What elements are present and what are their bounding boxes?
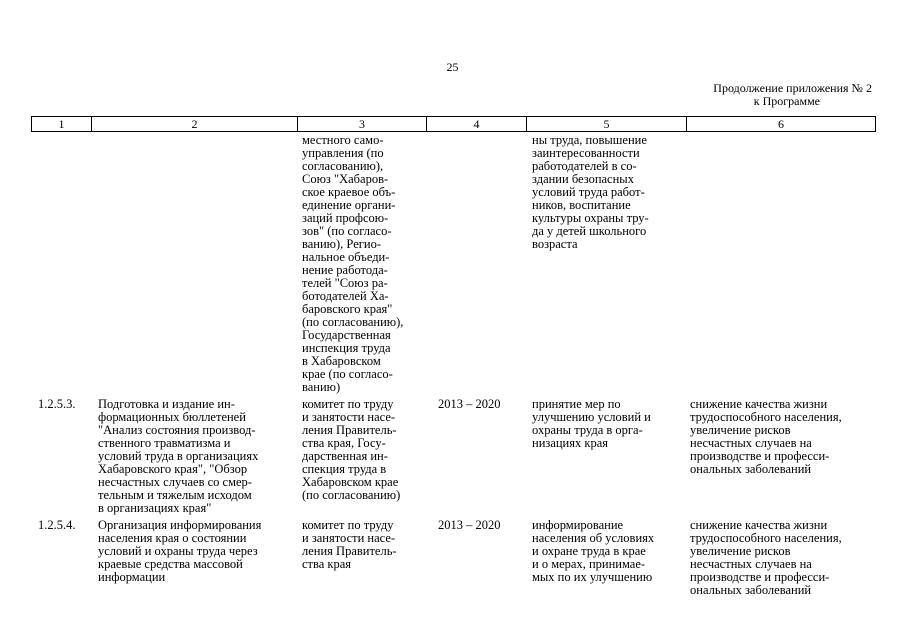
column-header-1: 1 <box>58 117 65 131</box>
row-number: 1.2.5.4. <box>38 518 76 532</box>
column-header-4: 4 <box>473 117 480 131</box>
column-header-6: 6 <box>778 117 784 131</box>
continuation-note <box>640 82 872 108</box>
row-consequences: снижение качества жизни трудоспособного населения, увеличение рисков несчастных случаев на производстве и професси- ональных заболеваний <box>690 518 842 597</box>
row-years: 2013 – 2020 <box>438 518 501 532</box>
column-header-2: 2 <box>191 117 198 131</box>
column-header-5: 5 <box>603 117 610 131</box>
row-expected-result: принятие мер по улучшению условий и охраны труда в орга- низациях края <box>532 397 651 450</box>
row-executors: комитет по труду и занятости насе- ления Правитель- ства края, Госу- дарственная ин- спекция труда в Хабаровском крае (по согласованию) <box>302 397 401 502</box>
continued-executors: местного само- управления (по согласованию), Союз "Хабаров- ское краевое объ- единение органи- заций профсою- зов" (по согласо- ванию), Регио- нальное объеди- нение работода- телей "Союз ра- ботодателей Ха- баровского края" (по согласованию), Государственная инспекция труда в Хабаровском крае (по согласо- ванию) <box>302 133 404 394</box>
row-years: 2013 – 2020 <box>438 397 501 411</box>
table-header-row <box>31 116 876 132</box>
row-executors: комитет по труду и занятости насе- ления Правитель- ства края <box>302 518 397 571</box>
continued-mechanism: ны труда, повышение заинтересованности работодателей в со- здании безопасных условий труда работ- ников, воспитание культуры охраны тру- да у детей школьного возраста <box>532 133 649 251</box>
page-number: 25 <box>446 60 459 74</box>
column-header-3: 3 <box>359 117 365 131</box>
continuation-line-1: Продолжение приложения № 2 <box>713 81 872 95</box>
row-measure-name: Подготовка и издание ин- формационных бюллетеней "Анализ состояния производ- ственного травматизма и условий труда в организациях Хабаровского края", "Обзор несчастных случаев со смер- тельным и тяжелым исходом в организациях края" <box>98 397 259 515</box>
row-consequences: снижение качества жизни трудоспособного населения, увеличение рисков несчастных случаев на производстве и професси- ональных заболеваний <box>690 397 842 476</box>
row-measure-name: Организация информирования населения края о состоянии условий и охраны труда через краевые средства массовой информации <box>98 518 262 584</box>
continuation-line-2: к Программе <box>753 94 820 108</box>
row-expected-result: информирование населения об условиях и охране труда в крае и о мерах, принимае- мых по их улучшению <box>532 518 655 584</box>
row-number: 1.2.5.3. <box>38 397 76 411</box>
